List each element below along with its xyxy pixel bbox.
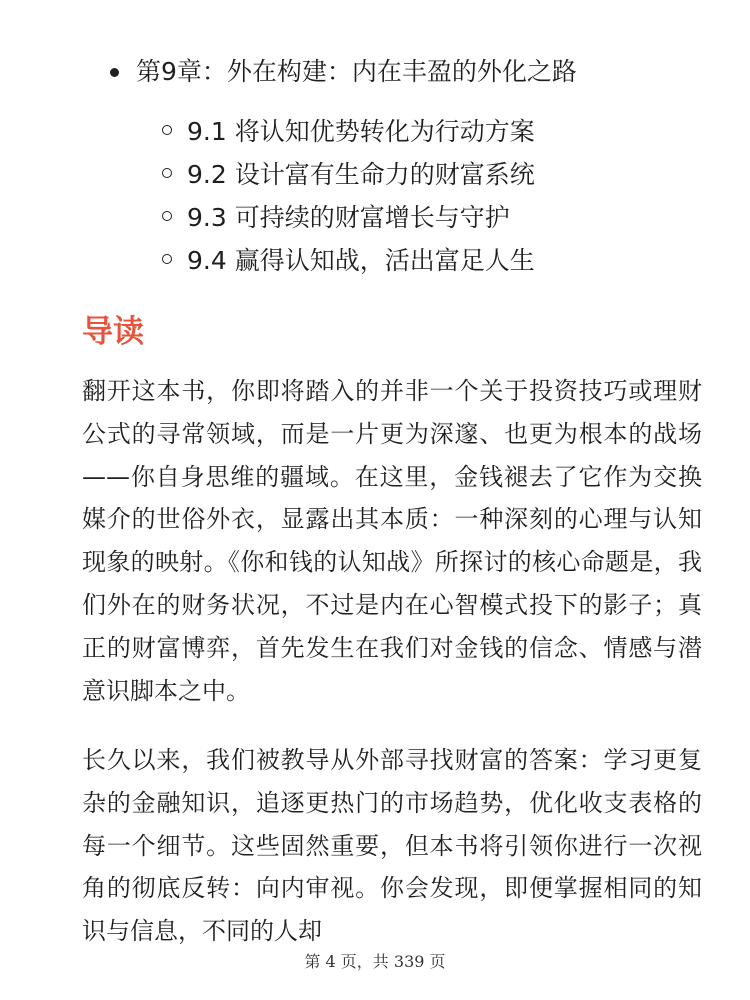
toc-section-item	[162, 237, 535, 280]
toc-section-title: 9.3 可持续的财富增长与守护	[187, 202, 510, 232]
toc-chapter-item	[110, 52, 577, 92]
body-paragraph: 长久以来，我们被教导从外部寻找财富的答案：学习更复杂的金融知识，追逐更热门的市场趋势，优化收支表格的每一个细节。这些固然重要，但本书将引领你进行一次视角的彻底反转：向内审视。你会发现，即便掌握相同的知识与信息，不同的人却	[82, 746, 702, 946]
toc-section-title: 9.1 将认知优势转化为行动方案	[187, 116, 535, 146]
toc-section-item	[162, 151, 535, 194]
bullet-circle-icon	[162, 168, 172, 178]
toc-section-title: 9.2 设计富有生命力的财富系统	[187, 159, 535, 189]
body-paragraph: 翻开这本书，你即将踏入的并非一个关于投资技巧或理财公式的寻常领域，而是一片更为深邃、也更为根本的战场——你自身思维的疆域。在这里，金钱褪去了它作为交换媒介的世俗外衣，显露出其本质：一种深刻的心理与认知现象的映射。《你和钱的认知战》所探讨的核心命题是，我们外在的财务状况，不过是内在心智模式投下的影子；真正的财富博弈，首先发生在我们对金钱的信念、情感与潜意识脚本之中。	[82, 377, 702, 705]
toc-section-item	[162, 108, 535, 151]
page-number-footer: 第 4 页，共 339 页	[304, 952, 446, 971]
toc-chapter-title: 第9章：外在构建：内在丰盈的外化之路	[136, 57, 577, 86]
bullet-disc-icon	[110, 68, 119, 77]
bullet-circle-icon	[162, 125, 172, 135]
toc-section-title: 9.4 赢得认知战，活出富足人生	[187, 245, 535, 275]
bullet-circle-icon	[162, 211, 172, 221]
toc-section-item	[162, 194, 535, 237]
section-heading: 导读	[82, 314, 144, 350]
toc-section-list	[162, 108, 535, 280]
bullet-circle-icon	[162, 254, 172, 264]
